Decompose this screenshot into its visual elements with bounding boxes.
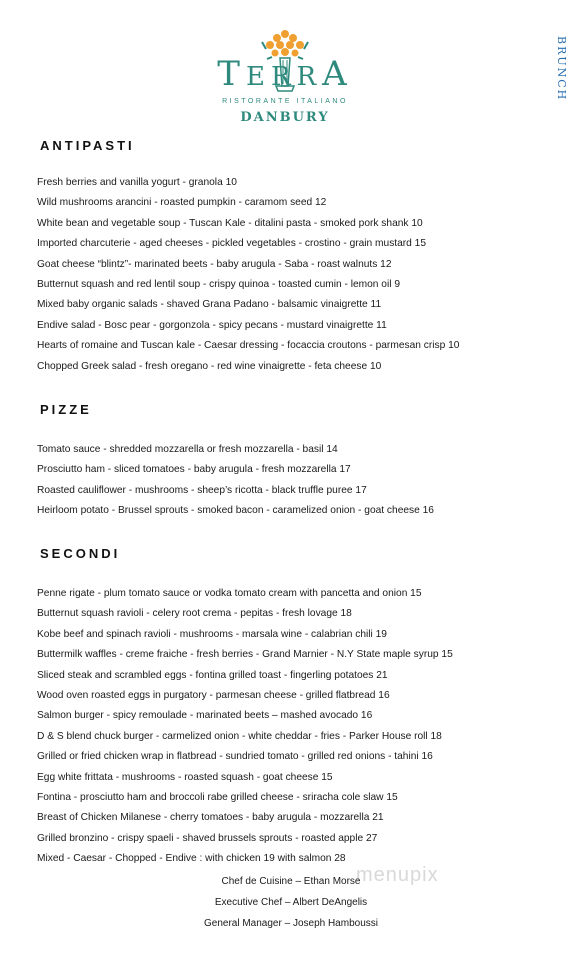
- menu-item: Sliced steak and scrambled eggs - fontina grilled toast - fingerling potatoes 21: [37, 669, 388, 681]
- logo-wordmark: TERRA: [217, 54, 353, 94]
- menu-item: Penne rigate - plum tomato sauce or vodka tomato cream with pancetta and onion 15: [37, 588, 422, 599]
- section-title-antipasti: ANTIPASTI: [40, 138, 135, 153]
- logo-subtitle: RISTORANTE ITALIANO: [222, 98, 348, 105]
- menu-item: Breast of Chicken Milanese - cherry tomatoes - baby arugula - mozzarella 21: [37, 812, 384, 824]
- credit-general-manager: General Manager – Joseph Hamboussi: [204, 918, 378, 929]
- section-title-pizze: PIZZE: [40, 402, 92, 417]
- menu-item: Butternut squash and red lentil soup - crispy quinoa - toasted cumin - lemon oil 9: [37, 278, 400, 290]
- menu-item: Prosciutto ham - sliced tomatoes - baby arugula - fresh mozzarella 17: [37, 464, 351, 476]
- antipasti-list: [37, 173, 459, 377]
- menu-item: Buttermilk waffles - creme fraiche - fresh berries - Grand Marnier - N.Y State maple syrup 15: [37, 649, 453, 661]
- menu-item: Imported charcuterie - aged cheeses - pickled vegetables - crostino - grain mustard 15: [37, 238, 427, 250]
- menu-item: Mixed - Caesar - Chopped - Endive : with chicken 19 with salmon 28: [37, 853, 346, 865]
- secondi-list: [37, 584, 453, 869]
- menu-type-label: BRUNCH: [555, 36, 568, 102]
- credit-executive-chef: Executive Chef – Albert DeAngelis: [214, 897, 368, 908]
- staff-credits: [0, 871, 582, 934]
- menu-item: Kobe beef and spinach ravioli - mushrooms - marsala wine - calabrian chili 19: [37, 628, 387, 640]
- menu-item: Butternut squash ravioli - celery root crema - pepitas - fresh lovage 18: [37, 608, 352, 620]
- menu-item: Salmon burger - spicy remoulade - marinated beets – mashed avocado 16: [37, 710, 373, 722]
- menu-item: Roasted cauliflower - mushrooms - sheep’s ricotta - black truffle puree 17: [37, 484, 367, 496]
- menu-item: Chopped Greek salad - fresh oregano - red wine vinaigrette - feta cheese 10: [37, 360, 382, 372]
- section-title-secondi: SECONDI: [40, 546, 121, 561]
- menu-item: Tomato sauce - shredded mozzarella or fresh mozzarella - basil 14: [37, 444, 338, 455]
- menu-item: Grilled or fried chicken wrap in flatbread - sundried tomato - grilled red onions - tahini 16: [37, 751, 433, 763]
- menu-item: Egg white frittata - mushrooms - roasted squash - goat cheese 15: [37, 771, 333, 783]
- menu-item: Endive salad - Bosc pear - gorgonzola - spicy pecans - mustard vinaigrette 11: [37, 319, 387, 331]
- logo-city: DANBURY: [240, 110, 330, 125]
- menu-item: Wild mushrooms arancini - roasted pumpkin - caramom seed 12: [37, 197, 327, 209]
- menu-item: Hearts of romaine and Tuscan kale - Caesar dressing - focaccia croutons - parmesan crisp 10: [37, 340, 460, 352]
- menu-item: Wood oven roasted eggs in purgatory - parmesan cheese - grilled flatbread 16: [37, 689, 390, 701]
- watermark: menupix: [356, 864, 439, 886]
- menu-item: Fresh berries and vanilla yogurt - granola 10: [37, 177, 237, 188]
- menu-item: Grilled bronzino - crispy spaeli - shaved brussels sprouts - roasted apple 27: [37, 832, 378, 844]
- menu-item: Fontina - prosciutto ham and broccoli rabe grilled cheese - sriracha cole slaw 15: [37, 791, 398, 803]
- credit-chef-de-cuisine: Chef de Cuisine – Ethan Morse: [221, 876, 361, 887]
- menu-item: Goat cheese “blintz”- marinated beets - baby arugula - Saba - roast walnuts 12: [37, 258, 392, 270]
- menu-item: Heirloom potato - Brussel sprouts - smoked bacon - caramelized onion - goat cheese 16: [37, 505, 434, 517]
- restaurant-logo: [190, 28, 380, 128]
- menu-item: D & S blend chuck burger - carmelized onion - white cheddar - fries - Parker House roll 18: [37, 730, 442, 742]
- menu-item: Mixed baby organic salads - shaved Grana Padano - balsamic vinaigrette 11: [37, 299, 382, 311]
- menu-item: White bean and vegetable soup - Tuscan Kale - ditalini pasta - smoked pork shank 10: [37, 217, 423, 229]
- pizze-list: [37, 440, 434, 522]
